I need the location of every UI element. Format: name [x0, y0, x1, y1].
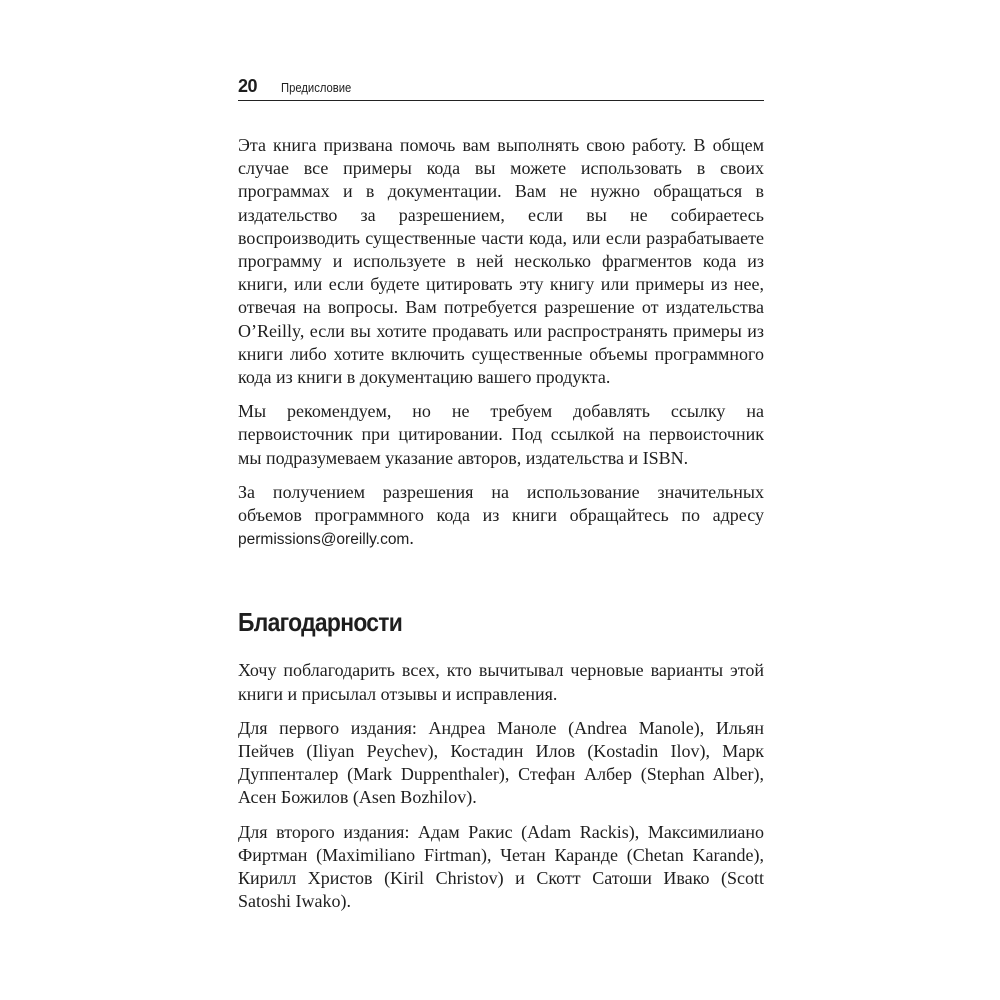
- acknowledgments-section: [238, 659, 764, 913]
- paragraph-attribution: Мы рекомендуем, но не требуем добавлять ссылку на первоисточник при цитировании. Под ссылкой на первоисточник мы подразумеваем указание авторов, издательства и ISBN.: [238, 401, 764, 468]
- paragraph-code-usage: Эта книга призвана помочь вам выполнять свою работу. В общем случае все примеры кода вы можете использовать в своих программах и в документации. Вам не нужно обращаться в издательство за разрешением, если вы не собираетесь воспроизводить существенные части кода, или если разрабатываете программу и используете в ней несколько фрагментов кода из книги, или если будете цитировать эту книгу или примеры из нее, отвечая на вопросы. Вам потребуется разрешение от издательства O’Reilly, если вы хотите продавать или распространять примеры из книги либо хотите включить существенные объемы программного кода из книги в документацию вашего продукта.: [238, 135, 764, 388]
- permissions-email-link[interactable]: permissions@oreilly.com: [238, 531, 410, 549]
- paragraph-thanks: Хочу поблагодарить всех, кто вычитывал черновые варианты этой книги и присылал отзывы и исправления.: [238, 660, 764, 704]
- section-title: Благодарности: [238, 607, 403, 638]
- paragraph-permissions: [238, 481, 764, 552]
- paragraph-first-edition: Для первого издания: Андреа Маноле (Andrea Manole), Ильян Пейчев (Iliyan Peychev), Костадин Илов (Kostadin Ilov), Марк Дуппенталер (Mark Duppenthaler), Стефан Албер (Stephan Alber), Асен Божилов (Asen Bozhilov).: [238, 717, 764, 808]
- page-number: 20: [238, 76, 258, 96]
- email-period: .: [409, 528, 414, 549]
- page-body: [238, 134, 764, 913]
- paragraph-second-edition: Для второго издания: Адам Ракис (Adam Rackis), Максимилиано Фиртман (Maximiliano Firtman), Четан Каранде (Chetan Karande), Кирилл Христов (Kiril Christov) и Скотт Сатоши Ивако (Scott Satoshi Iwako).: [238, 821, 764, 912]
- running-header: [238, 72, 764, 101]
- permissions-text: За получением разрешения на использование значительных объемов программного кода из книги обращайтесь по адресу: [238, 481, 764, 526]
- book-page: [238, 72, 764, 924]
- chapter-name: Предисловие: [281, 81, 352, 95]
